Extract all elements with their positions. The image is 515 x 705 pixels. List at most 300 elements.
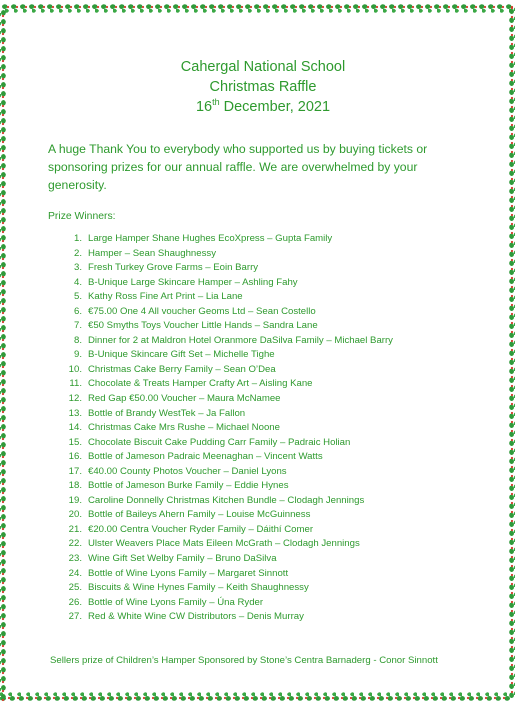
holly-leaf <box>164 4 171 13</box>
holly-leaf <box>509 214 515 221</box>
holly-leaf <box>509 655 515 662</box>
holly-leaf <box>83 4 90 13</box>
holly-leaf <box>509 610 515 617</box>
holly-leaf <box>0 343 6 350</box>
list-item-text: Christmas Cake Mrs Rushe – Michael Noone <box>88 422 280 434</box>
list-item-text: €75.00 One 4 All voucher Geoms Ltd – Sean Costello <box>88 305 316 317</box>
list-item <box>68 567 468 582</box>
holly-leaf <box>0 424 6 431</box>
prize-list <box>48 232 468 625</box>
holly-leaf <box>0 613 6 620</box>
holly-leaf <box>359 692 366 701</box>
holly-leaf <box>509 178 515 185</box>
holly-leaf <box>413 692 420 701</box>
holly-leaf <box>509 511 515 518</box>
holly-leaf <box>305 692 312 701</box>
holly-leaf <box>509 286 515 293</box>
list-item <box>68 450 468 465</box>
holly-leaf <box>227 4 234 13</box>
holly-leaf <box>161 692 168 701</box>
holly-leaf <box>458 692 465 701</box>
holly-leaf <box>101 4 108 13</box>
holly-leaf <box>509 160 515 167</box>
holly-leaf <box>509 538 515 545</box>
holly-leaf <box>323 692 330 701</box>
holly-leaf <box>209 4 216 13</box>
list-item-text: Bottle of Brandy WestTek – Ja Fallon <box>88 407 246 419</box>
holly-leaf <box>509 682 515 689</box>
holly-leaf <box>440 692 447 701</box>
holly-leaf <box>218 4 225 13</box>
holly-leaf <box>434 4 441 13</box>
holly-leaf <box>497 4 504 13</box>
list-item-text: Bottle of Wine Lyons Family – Margaret Sinnott <box>88 567 289 579</box>
prize-winners-heading: Prize Winners: <box>48 211 116 222</box>
holly-leaf <box>0 505 6 512</box>
holly-leaf <box>389 4 396 13</box>
holly-leaf <box>509 106 515 113</box>
holly-leaf <box>509 565 515 572</box>
list-item-text: B-Unique Large Skincare Hamper – Ashling Fahy <box>88 276 298 288</box>
holly-leaf <box>0 433 6 440</box>
list-item <box>68 319 468 334</box>
holly-leaf <box>53 692 60 701</box>
holly-leaf <box>0 361 6 368</box>
list-item-text: Bottle of Baileys Ahern Family – Louise McGuinness <box>88 509 311 521</box>
list-item <box>68 247 468 262</box>
holly-leaf <box>0 487 6 494</box>
holly-leaf <box>191 4 198 13</box>
list-item-number: 6. <box>73 305 82 317</box>
holly-leaf <box>92 4 99 13</box>
holly-leaf <box>509 583 515 590</box>
holly-leaf <box>224 692 231 701</box>
list-item-text: €40.00 County Photos Voucher – Daniel Lyons <box>88 465 287 477</box>
holly-leaf <box>509 295 515 302</box>
holly-leaf <box>2 4 9 13</box>
holly-leaf <box>0 586 6 593</box>
list-item-number: 14. <box>68 422 82 434</box>
holly-leaf <box>0 190 6 197</box>
list-item-number: 16. <box>68 451 82 463</box>
holly-leaf <box>0 307 6 314</box>
holly-leaf <box>0 73 6 80</box>
holly-leaf <box>0 604 6 611</box>
holly-leaf <box>0 559 6 566</box>
holly-leaf <box>188 692 195 701</box>
list-item-number: 9. <box>73 349 82 361</box>
holly-leaf <box>509 151 515 158</box>
holly-leaf <box>80 692 87 701</box>
holly-leaf <box>479 4 486 13</box>
list-item-text: €20.00 Centra Voucher Ryder Family – Dáithí Comer <box>88 523 314 535</box>
holly-leaf <box>509 691 515 698</box>
event-date <box>58 97 468 117</box>
list-item-text: Biscuits & Wine Hynes Family – Keith Shaughnessy <box>88 582 309 594</box>
holly-leaf <box>215 692 222 701</box>
holly-leaf <box>509 601 515 608</box>
list-item <box>68 276 468 291</box>
holly-leaf <box>416 4 423 13</box>
holly-leaf <box>0 280 6 287</box>
date-day: 16 <box>195 99 213 115</box>
list-item <box>68 290 468 305</box>
holly-leaf <box>509 259 515 266</box>
holly-leaf <box>314 692 321 701</box>
list-item-text: Hamper – Sean Shaughnessy <box>88 247 216 259</box>
holly-leaf <box>0 199 6 206</box>
holly-leaf <box>0 55 6 62</box>
list-item-number: 8. <box>73 334 82 346</box>
holly-leaf <box>200 4 207 13</box>
holly-leaf <box>509 61 515 68</box>
holly-leaf <box>509 619 515 626</box>
holly-leaf <box>509 466 515 473</box>
holly-leaf <box>206 692 213 701</box>
list-item <box>68 392 468 407</box>
holly-leaf <box>0 154 6 161</box>
list-item-number: 4. <box>73 276 82 288</box>
holly-leaf <box>0 19 6 26</box>
holly-leaf <box>0 658 6 665</box>
holly-leaf <box>125 692 132 701</box>
holly-leaf <box>509 664 515 671</box>
holly-leaf <box>0 28 6 35</box>
holly-leaf <box>0 568 6 575</box>
holly-leaf <box>509 439 515 446</box>
holly-leaf <box>107 692 114 701</box>
list-item <box>68 610 468 625</box>
holly-leaf <box>395 692 402 701</box>
list-item <box>68 363 468 378</box>
list-item <box>68 305 468 320</box>
holly-leaf <box>0 541 6 548</box>
holly-leaf <box>509 322 515 329</box>
holly-leaf <box>317 4 324 13</box>
holly-leaf <box>0 397 6 404</box>
list-item-text: Wine Gift Set Welby Family – Bruno DaSilva <box>88 553 277 565</box>
holly-leaf <box>0 334 6 341</box>
holly-leaf <box>263 4 270 13</box>
holly-leaf <box>29 4 36 13</box>
holly-leaf <box>509 448 515 455</box>
holly-leaf <box>0 37 6 44</box>
list-item-text: Chocolate & Treats Hamper Crafty Art – Aisling Kane <box>88 378 313 390</box>
holly-leaf <box>0 172 6 179</box>
holly-leaf <box>0 550 6 557</box>
holly-leaf <box>407 4 414 13</box>
list-item-text: Bottle of Jameson Burke Family – Eddie Hynes <box>88 480 289 492</box>
holly-leaf <box>0 496 6 503</box>
holly-leaf <box>353 4 360 13</box>
holly-leaf <box>509 7 515 14</box>
holly-leaf <box>509 475 515 482</box>
holly-leaf <box>269 692 276 701</box>
holly-leaf <box>368 692 375 701</box>
list-item-number: 25. <box>68 582 82 594</box>
holly-leaf <box>509 97 515 104</box>
holly-leaf <box>0 469 6 476</box>
holly-leaf <box>0 64 6 71</box>
holly-leaf <box>0 325 6 332</box>
holly-leaf <box>506 4 513 13</box>
holly-leaf <box>344 4 351 13</box>
holly-leaf <box>0 100 6 107</box>
list-item <box>68 348 468 363</box>
list-item-number: 19. <box>68 494 82 506</box>
holly-leaf <box>74 4 81 13</box>
list-item <box>68 523 468 538</box>
holly-leaf <box>0 406 6 413</box>
list-item-number: 5. <box>73 291 82 303</box>
holly-leaf <box>0 649 6 656</box>
holly-leaf <box>509 43 515 50</box>
holly-leaf <box>509 376 515 383</box>
holly-leaf <box>509 574 515 581</box>
holly-leaf <box>47 4 54 13</box>
holly-leaf <box>137 4 144 13</box>
holly-leaf <box>287 692 294 701</box>
holly-leaf <box>0 10 6 17</box>
holly-leaf <box>509 34 515 41</box>
holly-leaf <box>0 622 6 629</box>
holly-leaf <box>386 692 393 701</box>
list-item <box>68 334 468 349</box>
list-item <box>68 552 468 567</box>
holly-leaf <box>65 4 72 13</box>
holly-leaf <box>110 4 117 13</box>
school-name: Cahergal National School <box>180 59 346 75</box>
holly-leaf <box>278 692 285 701</box>
holly-leaf <box>0 595 6 602</box>
holly-leaf <box>179 692 186 701</box>
holly-leaf <box>509 412 515 419</box>
holly-leaf <box>335 4 342 13</box>
holly-leaf <box>350 692 357 701</box>
holly-leaf <box>509 349 515 356</box>
holly-leaf <box>509 385 515 392</box>
holly-leaf <box>509 628 515 635</box>
holly-leaf <box>0 163 6 170</box>
holly-leaf <box>0 253 6 260</box>
holly-leaf <box>0 82 6 89</box>
holly-leaf <box>233 692 240 701</box>
holly-leaf <box>0 694 6 701</box>
holly-leaf <box>290 4 297 13</box>
holly-leaf <box>0 136 6 143</box>
list-item-number: 26. <box>68 596 82 608</box>
holly-leaf <box>197 692 204 701</box>
holly-leaf <box>0 118 6 125</box>
list-item <box>68 261 468 276</box>
list-item <box>68 494 468 509</box>
holly-leaf <box>44 692 51 701</box>
holly-leaf <box>260 692 267 701</box>
holly-leaf <box>89 692 96 701</box>
list-item-text: Caroline Donnelly Christmas Kitchen Bundle – Clodagh Jennings <box>88 494 365 506</box>
holly-leaf <box>509 313 515 320</box>
list-item <box>68 508 468 523</box>
list-item-number: 2. <box>73 247 82 259</box>
holly-leaf <box>35 692 42 701</box>
holly-leaf <box>425 4 432 13</box>
holly-leaf <box>0 460 6 467</box>
list-item <box>68 596 468 611</box>
holly-leaf <box>134 692 141 701</box>
holly-leaf <box>509 250 515 257</box>
holly-leaf <box>0 109 6 116</box>
holly-leaf <box>509 304 515 311</box>
list-item-number: 7. <box>73 320 82 332</box>
holly-leaf <box>0 181 6 188</box>
holly-leaf <box>443 4 450 13</box>
holly-leaf <box>509 457 515 464</box>
holly-leaf <box>509 484 515 491</box>
list-item-number: 20. <box>68 509 82 521</box>
holly-leaf <box>155 4 162 13</box>
document-title <box>48 57 468 117</box>
list-item-text: Dinner for 2 at Maldron Hotel Oranmore DaSilva Family – Michael Barry <box>88 334 393 346</box>
list-item-number: 15. <box>68 436 82 448</box>
holly-leaf <box>509 124 515 131</box>
holly-leaf <box>0 370 6 377</box>
holly-leaf <box>119 4 126 13</box>
holly-leaf <box>251 692 258 701</box>
list-item-number: 21. <box>68 523 82 535</box>
holly-leaf <box>509 556 515 563</box>
sellers-prize: Sellers prize of Children’s Hamper Sponsored by Stone’s Centra Barnaderg - Conor Sinnott <box>50 655 438 666</box>
list-item-number: 27. <box>68 611 82 623</box>
holly-leaf <box>143 692 150 701</box>
holly-leaf <box>509 340 515 347</box>
holly-leaf <box>509 52 515 59</box>
list-item-number: 24. <box>68 567 82 579</box>
intro-paragraph: A huge Thank You to everybody who supported us by buying tickets or sponsoring prizes for our annual raffle. We are overwhelmed by your generosity. <box>48 142 428 192</box>
holly-leaf <box>20 4 27 13</box>
holly-leaf <box>116 692 123 701</box>
holly-leaf <box>242 692 249 701</box>
holly-leaf <box>509 115 515 122</box>
holly-leaf <box>461 4 468 13</box>
holly-leaf <box>371 4 378 13</box>
holly-leaf <box>236 4 243 13</box>
event-name: Christmas Raffle <box>209 79 317 95</box>
holly-leaf <box>380 4 387 13</box>
holly-leaf <box>0 631 6 638</box>
holly-leaf <box>71 692 78 701</box>
holly-leaf <box>509 421 515 428</box>
date-suffix: th <box>212 97 220 108</box>
holly-leaf <box>62 692 69 701</box>
holly-leaf <box>98 692 105 701</box>
holly-leaf <box>170 692 177 701</box>
list-item <box>68 537 468 552</box>
list-item-number: 13. <box>68 407 82 419</box>
holly-leaf <box>509 277 515 284</box>
list-item-text: Bottle of Wine Lyons Family – Úna Ryder <box>88 596 264 608</box>
holly-leaf <box>452 4 459 13</box>
holly-leaf <box>0 379 6 386</box>
holly-leaf <box>362 4 369 13</box>
holly-leaf <box>509 205 515 212</box>
holly-leaf <box>17 692 24 701</box>
holly-leaf <box>422 692 429 701</box>
holly-leaf <box>11 4 18 13</box>
list-item-text: Chocolate Biscuit Cake Pudding Carr Family – Padraic Holian <box>88 436 351 448</box>
list-item-text: Large Hamper Shane Hughes EcoXpress – Gupta Family <box>88 233 333 244</box>
holly-leaf <box>509 70 515 77</box>
holly-leaf <box>0 217 6 224</box>
holly-leaf <box>509 502 515 509</box>
holly-leaf <box>56 4 63 13</box>
holly-leaf <box>509 142 515 149</box>
list-item-text: Red & White Wine CW Distributors – Denis Murray <box>88 611 304 623</box>
holly-leaf <box>509 187 515 194</box>
holly-leaf <box>0 127 6 134</box>
holly-leaf <box>0 415 6 422</box>
list-item-number: 11. <box>69 378 82 390</box>
holly-leaf <box>0 388 6 395</box>
list-item <box>68 479 468 494</box>
holly-leaf <box>0 577 6 584</box>
holly-leaf <box>0 352 6 359</box>
holly-leaf <box>470 4 477 13</box>
holly-leaf <box>509 403 515 410</box>
holly-leaf <box>509 241 515 248</box>
list-item-number: 23. <box>68 553 82 565</box>
holly-leaf <box>509 16 515 23</box>
list-item-text: B-Unique Skincare Gift Set – Michelle Tighe <box>88 349 275 361</box>
date-rest: December, 2021 <box>219 99 331 115</box>
holly-leaf <box>494 692 501 701</box>
holly-leaf <box>0 262 6 269</box>
holly-leaf <box>509 394 515 401</box>
holly-leaf <box>509 268 515 275</box>
holly-leaf <box>509 196 515 203</box>
holly-leaf <box>509 493 515 500</box>
holly-leaf <box>509 223 515 230</box>
holly-leaf <box>377 692 384 701</box>
holly-leaf <box>509 646 515 653</box>
list-item-number: 10. <box>68 363 82 375</box>
holly-leaf <box>0 532 6 539</box>
holly-leaf <box>272 4 279 13</box>
holly-leaf <box>509 547 515 554</box>
list-item <box>68 421 468 436</box>
holly-leaf <box>503 692 510 701</box>
holly-leaf <box>0 271 6 278</box>
holly-leaf <box>0 451 6 458</box>
holly-leaf <box>509 232 515 239</box>
holly-leaf <box>0 523 6 530</box>
document-body <box>48 57 468 625</box>
holly-leaf <box>299 4 306 13</box>
holly-leaf <box>509 367 515 374</box>
list-item-number: 3. <box>73 262 82 274</box>
list-item-text: €50 Smyths Toys Voucher Little Hands – Sandra Lane <box>88 320 318 332</box>
holly-leaf <box>26 692 33 701</box>
holly-leaf <box>509 520 515 527</box>
holly-leaf <box>509 169 515 176</box>
list-item <box>68 465 468 480</box>
list-item-number: 18. <box>68 480 82 492</box>
list-item-number: 12. <box>68 393 82 405</box>
holly-leaf <box>404 692 411 701</box>
holly-leaf <box>245 4 252 13</box>
holly-leaf <box>254 4 261 13</box>
holly-leaf <box>509 529 515 536</box>
list-item-number: 17. <box>68 465 82 477</box>
